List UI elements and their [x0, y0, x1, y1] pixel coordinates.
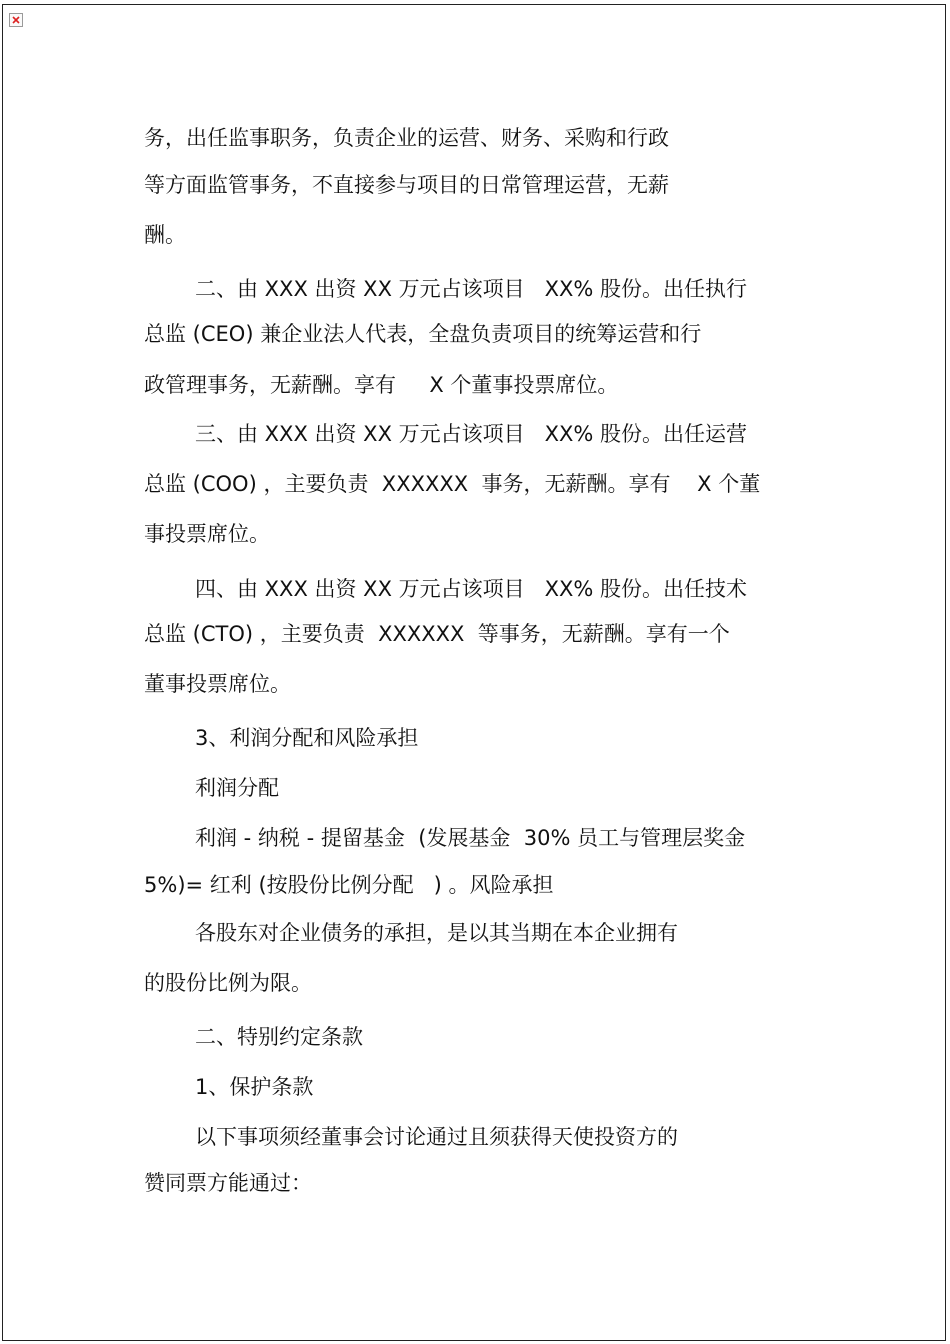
text-line: 董事投票席位。 — [144, 672, 291, 696]
text-line: 总监 (COO) ，主要负责 XXXXXX 事务，无薪酬。享有 X 个董 — [144, 472, 761, 496]
text-line: 各股东对企业债务的承担，是以其当期在本企业拥有 — [195, 921, 678, 945]
text-line: 政管理事务，无薪酬。享有 X 个董事投票席位。 — [144, 373, 619, 397]
section-heading: 二、特别约定条款 — [195, 1025, 363, 1049]
text-line: 二、由 XXX 出资 XX 万元占该项目 XX% 股份。出任执行 — [195, 277, 748, 301]
text-line: 以下事项须经董事会讨论通过且须获得天使投资方的 — [195, 1125, 678, 1149]
text-line: 利润 - 纳税 - 提留基金 (发展基金 30% 员工与管理层奖金 — [195, 826, 746, 850]
text-line: 赞同票方能通过： — [144, 1171, 312, 1195]
text-line: 5%)= 红利 (按股份比例分配 ) 。风险承担 — [144, 873, 554, 897]
subsection-heading: 利润分配 — [195, 776, 279, 800]
subsection-heading: 1、保护条款 — [195, 1075, 314, 1099]
text-line: 四、由 XXX 出资 XX 万元占该项目 XX% 股份。出任技术 — [195, 577, 748, 601]
text-line: 务，出任监事职务，负责企业的运营、财务、采购和行政 — [144, 126, 669, 150]
text-line: 三、由 XXX 出资 XX 万元占该项目 XX% 股份。出任运营 — [195, 422, 748, 446]
text-line: 事投票席位。 — [144, 522, 270, 546]
text-line: 的股份比例为限。 — [144, 971, 312, 995]
section-heading: 3、利润分配和风险承担 — [195, 726, 419, 750]
text-line: 总监 (CTO) ，主要负责 XXXXXX 等事务，无薪酬。享有一个 — [144, 622, 730, 646]
text-line: 总监 (CEO) 兼企业法人代表，全盘负责项目的统筹运营和行 — [144, 322, 702, 346]
text-line: 酬。 — [144, 223, 186, 247]
text-line: 等方面监管事务，不直接参与项目的日常管理运营，无薪 — [144, 173, 669, 197]
broken-image-icon — [9, 13, 23, 27]
